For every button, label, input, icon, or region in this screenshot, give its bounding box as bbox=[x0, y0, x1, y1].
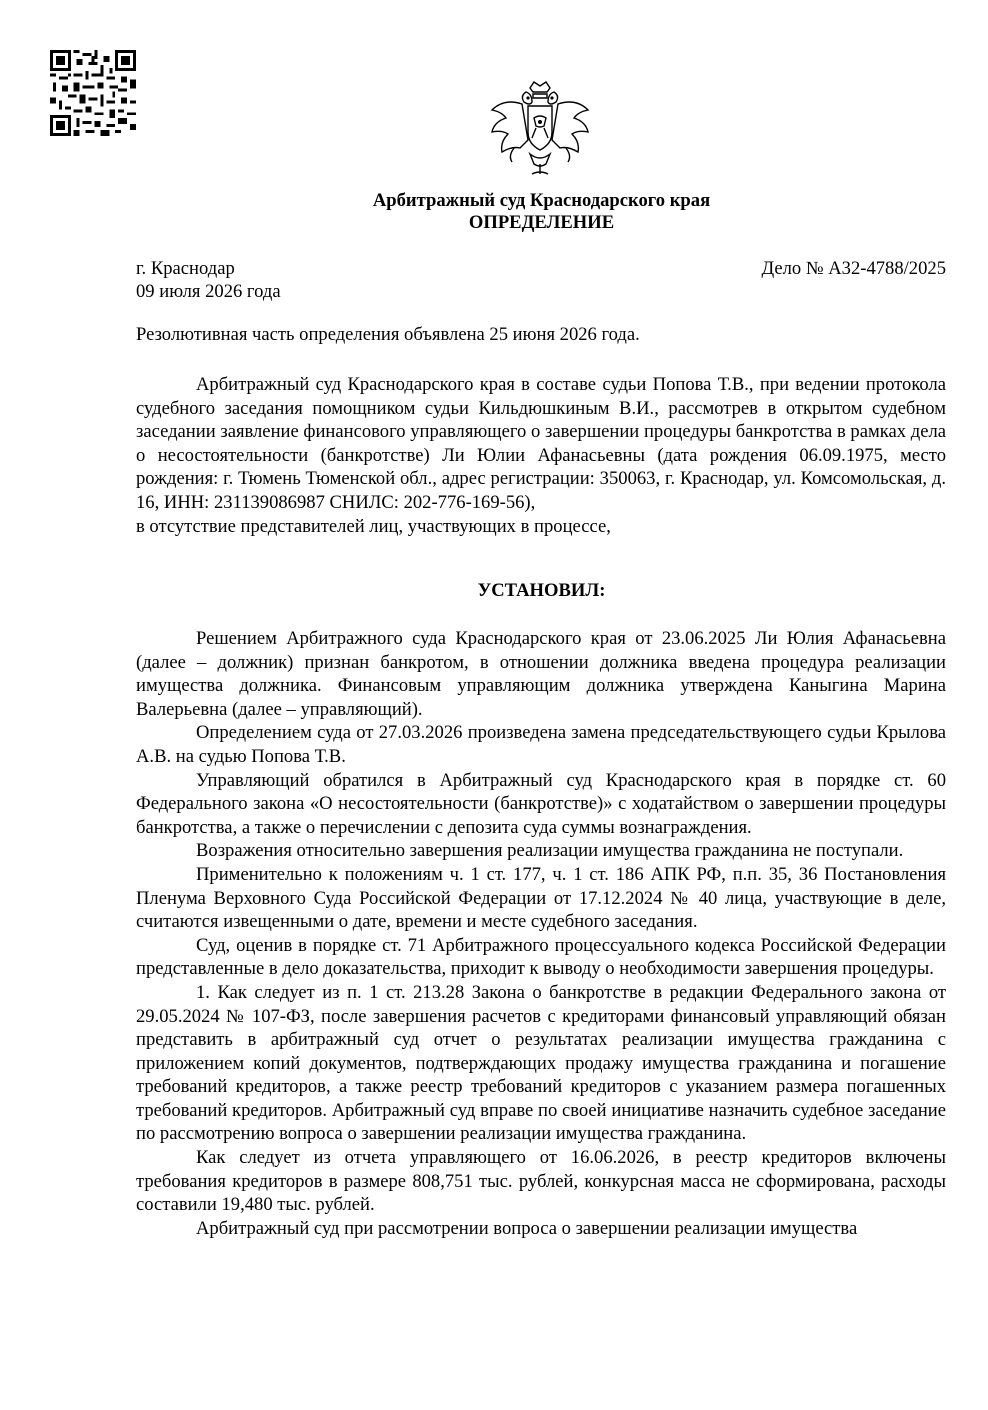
case-number: Дело № А32-4788/2025 bbox=[761, 258, 946, 279]
intro-section bbox=[136, 373, 946, 538]
section-heading: УСТАНОВИЛ: bbox=[477, 580, 606, 601]
intro-paragraph: Арбитражный суд Краснодарского края в составе судьи Попова Т.В., при ведении протокола судебного заседания помощником судьи Кильдюшкиным В.И., рассмотрев в открытом судебном заседании заявление финансового управляющего о завершении процедуры банкротства в рамках дела о несостоятельности (банкротстве) Ли Юлии Афанасьевны (дата рождения 06.09.1975, место рождения: г. Тюмень Тюменской обл., адрес регистрации: 350063, г. Краснодар, ул. Комсомольская, д. 16, ИНН: 231139086987 СНИЛС: 202-776-169-56), bbox=[136, 374, 946, 513]
coat-of-arms-emblem bbox=[484, 74, 596, 186]
paragraph: Возражения относительно завершения реализации имущества гражданина не поступали. bbox=[196, 840, 904, 862]
city: г. Краснодар bbox=[136, 258, 235, 279]
qr-code bbox=[50, 50, 136, 136]
paragraph: Как следует из отчета управляющего от 16.06.2026, в реестр кредиторов включены требования кредиторов в размере 808,751 тыс. рублей, конкурсная масса не сформирована, расходы составили 19,480 тыс. рублей. bbox=[136, 1147, 946, 1216]
paragraph: Применительно к положениям ч. 1 ст. 177, ч. 1 ст. 186 АПК РФ, п.п. 35, 36 Постановления Пленума Верховного Суда Российской Федерации от 17.12.2024 № 40 лица, участвующие в деле, считаются извещенными о дате, времени и месте судебного заседания. bbox=[136, 863, 946, 933]
document-date: 09 июля 2026 года bbox=[136, 281, 281, 302]
document-type: ОПРЕДЕЛЕНИЕ bbox=[468, 212, 615, 233]
paragraph: Арбитражный суд при рассмотрении вопроса о завершении реализации имущества bbox=[196, 1217, 858, 1239]
resolution-line: Резолютивная часть определения объявлена 25 июня 2026 года. bbox=[136, 324, 640, 345]
findings-section bbox=[136, 627, 946, 1240]
paragraph: Решением Арбитражного суда Краснодарского края от 23.06.2025 Ли Юлия Афанасьевна (далее – должник) признан банкротом, в отношении должника введена процедура реализации имущества должника. Финансовым управляющим должника утверждена Каныгина Марина Валерьевна (далее – управляющий). bbox=[136, 628, 946, 720]
paragraph: Суд, оценив в порядке ст. 71 Арбитражного процессуального кодекса Российской Федерации представленные в дело доказательства, приходит к выводу о необходимости завершения процедуры. bbox=[136, 934, 946, 980]
court-name: Арбитражный суд Краснодарского края bbox=[372, 190, 711, 211]
paragraph: 1. Как следует из п. 1 ст. 213.28 Закона о банкротстве в редакции Федерального закона от 29.05.2024 № 107-ФЗ, после завершения расчетов с кредиторами финансовый управляющий обязан представить в арбитражный суд отчет о результатах реализации имущества гражданина с приложением копий документов, подтверждающих продажу имущества гражданина и погашение требований кредиторов, а также реестр требований кредиторов с указанием размера погашенных требований кредиторов. Арбитражный суд вправе по своей инициативе назначить судебное заседание по рассмотрению вопроса о завершении реализации имущества гражданина. bbox=[136, 981, 946, 1145]
paragraph: Управляющий обратился в Арбитражный суд Краснодарского края в порядке ст. 60 Федерального закона «О несостоятельности (банкротстве)» с ходатайством о завершении процедуры банкротства, а также о перечислении с депозита суда суммы вознаграждения. bbox=[136, 769, 946, 838]
resolution-note bbox=[136, 323, 946, 347]
absence-line: в отсутствие представителей лиц, участвующих в процессе, bbox=[136, 515, 611, 537]
paragraph: Определением суда от 27.03.2026 произведена замена председательствующего судьи Крылова А.В. на судью Попова Т.В. bbox=[136, 722, 946, 767]
